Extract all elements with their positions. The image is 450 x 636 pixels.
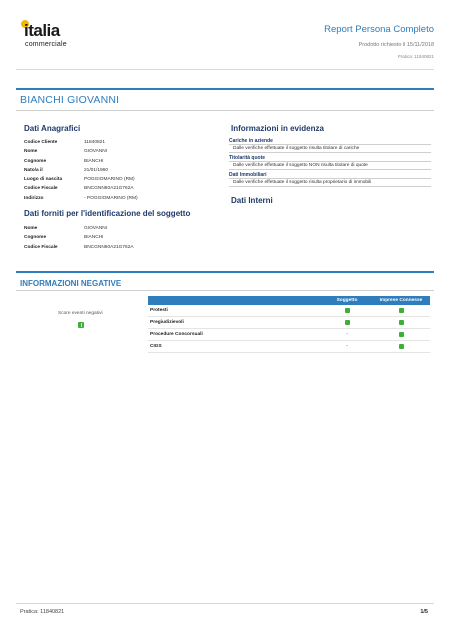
name-divider (16, 110, 434, 111)
status-flag-icon (345, 320, 350, 325)
table-header-blank (148, 296, 322, 305)
kv-value: BIANCHI (84, 235, 104, 241)
kv-row (24, 147, 214, 156)
page-number: 1/5 (420, 609, 428, 615)
cell-imprese (372, 305, 430, 317)
identificazione-table (24, 224, 214, 252)
status-flag-icon (399, 344, 404, 349)
evidenza-divider (229, 152, 431, 153)
cell-soggetto: - (322, 329, 372, 341)
evidenza-heading: Dati Immobiliari (229, 172, 267, 178)
kv-row (24, 166, 214, 175)
table-row (148, 329, 430, 341)
evidenza-divider (229, 144, 431, 145)
report-pratica: Pratica: 11840821 (397, 54, 434, 59)
kv-value: GIOVANNI (84, 149, 108, 155)
cell-imprese (372, 341, 430, 353)
kv-value: - POGGIOMARINO (RM) (84, 195, 138, 201)
section-title-identificazione: Dati forniti per l'identificazione del soggetto (24, 209, 191, 218)
kv-value: 21/01/1960 (84, 167, 109, 173)
kv-value: 11840821 (84, 140, 105, 145)
kv-row (24, 184, 214, 193)
row-label: Procedure Concorsuali (148, 329, 322, 341)
cell-soggetto (322, 305, 372, 317)
footer-pratica: Pratica: 11840821 (20, 609, 65, 615)
footer-divider (16, 603, 434, 604)
score-label: Score eventi negativi (58, 311, 103, 316)
evidenza-divider (229, 186, 431, 187)
subject-name: BIANCHI GIOVANNI (20, 94, 120, 106)
logo-subtitle: commerciale (25, 41, 67, 48)
kv-label: Indirizzo (24, 195, 44, 201)
kv-row (24, 243, 214, 252)
kv-value: POGGIOMARINO (RM) (84, 177, 135, 183)
negative-accent-bar (16, 271, 434, 273)
kv-label: Luogo di nascita (24, 177, 63, 183)
report-request-date: Prodotto richiesto il 15/11/2018 (358, 42, 434, 48)
status-flag-icon (399, 308, 404, 313)
kv-value: BIANCHI (84, 158, 104, 164)
col-soggetto: Soggetto (322, 296, 372, 305)
kv-row (24, 224, 214, 233)
evidenza-list (229, 138, 431, 187)
section-title-evidenza: Informazioni in evidenza (231, 124, 324, 133)
kv-row (24, 157, 214, 166)
name-accent-bar (16, 88, 434, 90)
kv-label: Codice Fiscale (24, 186, 58, 192)
kv-value: BNCGNN60A21G762A (84, 244, 134, 250)
kv-value: GIOVANNI (84, 226, 108, 231)
table-row (148, 317, 430, 329)
kv-row (24, 194, 214, 203)
kv-label: Codice Cliente (24, 140, 58, 145)
kv-label: Nato/a il (24, 167, 43, 173)
kv-label: Codice Fiscale (24, 244, 58, 250)
section-title-anagrafici: Dati Anagrafici (24, 124, 81, 133)
report-title: Report Persona Completo (324, 24, 434, 35)
section-title-negative: INFORMAZIONI NEGATIVE (20, 279, 122, 288)
kv-label: Cognome (24, 235, 47, 241)
kv-row (24, 138, 214, 147)
row-label: Pregiudizievoli (148, 317, 322, 329)
kv-label: Cognome (24, 158, 47, 164)
negative-divider (16, 290, 434, 291)
kv-row (24, 175, 214, 184)
evidenza-text: Dalle verifiche effettuate il soggetto risulta titolare di cariche (233, 146, 360, 151)
table-row (148, 341, 430, 353)
evidenza-heading: Titolarità quote (229, 155, 266, 161)
negative-events-table (148, 296, 430, 353)
cell-imprese (372, 317, 430, 329)
evidenza-divider (229, 178, 431, 179)
evidenza-text: Dalle verifiche effettuate il soggetto risulta proprietario di immobili (233, 180, 372, 185)
evidenza-heading: Cariche in aziende (229, 138, 273, 144)
evidenza-text: Dalle verifiche effettuate il soggetto NON risulta titolare di quote (233, 163, 368, 168)
kv-label: Nome (24, 226, 38, 231)
cell-imprese (372, 329, 430, 341)
cell-soggetto: - (322, 341, 372, 353)
cell-soggetto (322, 317, 372, 329)
header-divider (16, 69, 434, 70)
status-flag-icon (399, 320, 404, 325)
status-flag-icon (399, 332, 404, 337)
evidenza-divider (229, 169, 431, 170)
evidenza-divider (229, 161, 431, 162)
table-row (148, 305, 430, 317)
kv-row (24, 233, 214, 242)
kv-value: BNCGNN60A21G762A (84, 186, 134, 192)
anagrafici-table (24, 138, 214, 203)
row-label: CIGS (148, 341, 322, 353)
kv-label: Nome (24, 149, 38, 155)
col-imprese-connesse: Imprese Connesse (372, 296, 430, 305)
score-flag-icon (78, 322, 84, 328)
logo-wordmark: italia (24, 21, 60, 40)
status-flag-icon (345, 308, 350, 313)
section-title-dati-interni: Dati Interni (231, 196, 273, 205)
row-label: Protesti (148, 305, 322, 317)
